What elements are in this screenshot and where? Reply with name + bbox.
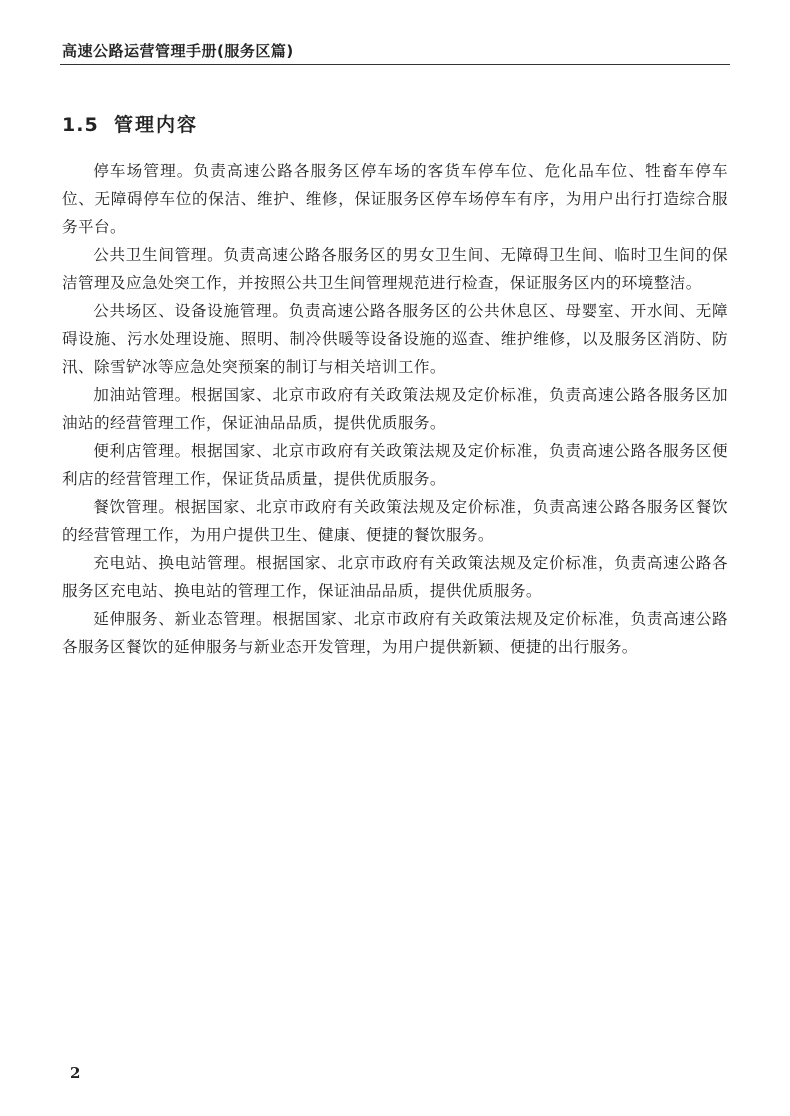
running-header-title: 高速公路运营管理手册(服务区篇) (62, 42, 294, 60)
body-text (62, 157, 728, 661)
paragraph-gas-station: 加油站管理。根据国家、北京市政府有关政策法规及定价标准，负责高速公路各服务区加油站的经营管理工作，保证油品品质，提供优质服务。 (62, 386, 728, 432)
paragraph-extended-services: 延伸服务、新业态管理。根据国家、北京市政府有关政策法规及定价标准，负责高速公路各服务区餐饮的延伸服务与新业态开发管理，为用户提供新颖、便捷的出行服务。 (62, 610, 728, 656)
paragraph-facilities: 公共场区、设备设施管理。负责高速公路各服务区的公共休息区、母婴室、开水间、无障碍设施、污水处理设施、照明、制冷供暖等设备设施的巡查、维护维修，以及服务区消防、防汛、除雪铲冰等应急处突预案的制订与相关培训工作。 (62, 302, 728, 376)
section-number: 1.5 (62, 114, 99, 136)
paragraph-restroom: 公共卫生间管理。负责高速公路各服务区的男女卫生间、无障碍卫生间、临时卫生间的保洁管理及应急处突工作，并按照公共卫生间管理规范进行检查，保证服务区内的环境整洁。 (62, 246, 728, 292)
paragraph-parking: 停车场管理。负责高速公路各服务区停车场的客货车停车位、危化品车位、牲畜车停车位、无障碍停车位的保洁、维护、维修，保证服务区停车场停车有序，为用户出行打造综合服务平台。 (62, 162, 728, 236)
paragraph-catering: 餐饮管理。根据国家、北京市政府有关政策法规及定价标准，负责高速公路各服务区餐饮的经营管理工作，为用户提供卫生、健康、便捷的餐饮服务。 (62, 498, 728, 544)
paragraph-charging-station: 充电站、换电站管理。根据国家、北京市政府有关政策法规及定价标准，负责高速公路各服务区充电站、换电站的管理工作，保证油品品质，提供优质服务。 (62, 554, 728, 600)
section-heading (62, 110, 198, 137)
paragraph-convenience-store: 便利店管理。根据国家、北京市政府有关政策法规及定价标准，负责高速公路各服务区便利店的经营管理工作，保证货品质量，提供优质服务。 (62, 442, 728, 488)
section-title: 管理内容 (114, 114, 199, 136)
page-number: 2 (70, 1064, 81, 1082)
header-divider (60, 64, 730, 65)
